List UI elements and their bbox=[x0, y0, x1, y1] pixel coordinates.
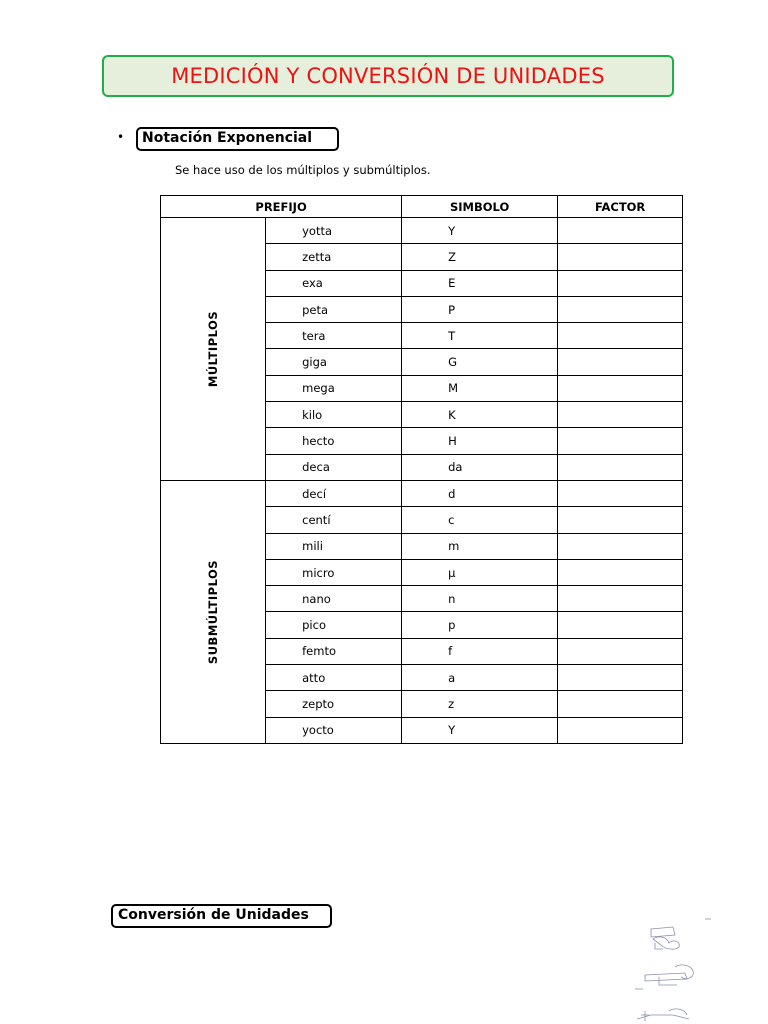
header-simbolo: SIMBOLO bbox=[402, 196, 558, 218]
prefix-name-cell: deca bbox=[266, 454, 402, 480]
prefix-name-cell: giga bbox=[266, 349, 402, 375]
prefix-factor-cell bbox=[558, 533, 683, 559]
prefix-name-cell: tera bbox=[266, 323, 402, 349]
prefix-factor-cell bbox=[558, 402, 683, 428]
table-body bbox=[161, 218, 683, 744]
prefix-name-cell: exa bbox=[266, 270, 402, 296]
prefix-factor-cell bbox=[558, 691, 683, 717]
prefix-name-cell: pico bbox=[266, 612, 402, 638]
table-header-row bbox=[161, 196, 683, 218]
prefix-factor-cell bbox=[558, 717, 683, 743]
prefix-symbol-cell: c bbox=[402, 507, 558, 533]
prefix-name-cell: mili bbox=[266, 533, 402, 559]
prefix-symbol-cell: m bbox=[402, 533, 558, 559]
prefix-factor-cell bbox=[558, 586, 683, 612]
prefix-symbol-cell: T bbox=[402, 323, 558, 349]
prefix-symbol-cell: p bbox=[402, 612, 558, 638]
prefix-name-cell: yotta bbox=[266, 218, 402, 244]
prefix-name-cell: zetta bbox=[266, 244, 402, 270]
prefix-symbol-cell: a bbox=[402, 665, 558, 691]
title-banner bbox=[102, 55, 674, 97]
prefix-symbol-cell: G bbox=[402, 349, 558, 375]
prefix-name-cell: kilo bbox=[266, 402, 402, 428]
header-factor: FACTOR bbox=[558, 196, 683, 218]
prefix-symbol-cell: P bbox=[402, 296, 558, 322]
prefix-factor-cell bbox=[558, 349, 683, 375]
prefix-name-cell: micro bbox=[266, 559, 402, 585]
prefix-factor-cell bbox=[558, 612, 683, 638]
prefix-symbol-cell: f bbox=[402, 638, 558, 664]
prefix-factor-cell bbox=[558, 244, 683, 270]
prefix-factor-cell bbox=[558, 323, 683, 349]
intro-paragraph: Se hace uso de los múltiplos y submúltiplos. bbox=[175, 163, 431, 177]
prefix-name-cell: yocto bbox=[266, 717, 402, 743]
prefix-factor-cell bbox=[558, 665, 683, 691]
prefix-factor-cell bbox=[558, 428, 683, 454]
bullet-icon: • bbox=[117, 130, 125, 144]
prefix-name-cell: atto bbox=[266, 665, 402, 691]
prefix-factor-cell bbox=[558, 638, 683, 664]
table-row bbox=[161, 480, 683, 506]
prefix-symbol-cell: Y bbox=[402, 717, 558, 743]
prefix-factor-cell bbox=[558, 480, 683, 506]
group-multiplos-label: MÚLTIPLOS bbox=[206, 310, 221, 388]
section-heading-conversion: Conversión de Unidades bbox=[111, 904, 332, 928]
page-title: MEDICIÓN Y CONVERSIÓN DE UNIDADES bbox=[171, 64, 605, 88]
prefix-name-cell: zepto bbox=[266, 691, 402, 717]
prefix-symbol-cell: H bbox=[402, 428, 558, 454]
prefix-factor-cell bbox=[558, 218, 683, 244]
group-submultiplos-label: SUBMÚLTIPLOS bbox=[206, 559, 221, 665]
group-submultiplos-cell bbox=[161, 480, 266, 743]
prefix-name-cell: peta bbox=[266, 296, 402, 322]
prefix-symbol-cell: E bbox=[402, 270, 558, 296]
prefix-factor-cell bbox=[558, 559, 683, 585]
prefix-symbol-cell: M bbox=[402, 375, 558, 401]
prefix-factor-cell bbox=[558, 270, 683, 296]
prefix-symbol-cell: Z bbox=[402, 244, 558, 270]
prefix-symbol-cell: n bbox=[402, 586, 558, 612]
prefix-name-cell: hecto bbox=[266, 428, 402, 454]
section-heading-notacion: Notación Exponencial bbox=[136, 127, 339, 151]
prefix-symbol-cell: d bbox=[402, 480, 558, 506]
prefix-symbol-cell: da bbox=[402, 454, 558, 480]
prefix-factor-cell bbox=[558, 375, 683, 401]
prefix-factor-cell bbox=[558, 454, 683, 480]
prefix-name-cell: femto bbox=[266, 638, 402, 664]
prefix-name-cell: mega bbox=[266, 375, 402, 401]
prefix-symbol-cell: z bbox=[402, 691, 558, 717]
prefix-symbol-cell: K bbox=[402, 402, 558, 428]
prefix-name-cell: nano bbox=[266, 586, 402, 612]
prefix-factor-cell bbox=[558, 296, 683, 322]
group-multiplos-cell bbox=[161, 218, 266, 481]
prefix-factor-cell bbox=[558, 507, 683, 533]
prefix-table bbox=[160, 195, 683, 744]
hand-drawn-figure-icon bbox=[615, 915, 725, 1024]
table-row bbox=[161, 218, 683, 244]
prefix-name-cell: decí bbox=[266, 480, 402, 506]
prefix-name-cell: centí bbox=[266, 507, 402, 533]
header-prefijo: PREFIJO bbox=[161, 196, 402, 218]
prefix-symbol-cell: Y bbox=[402, 218, 558, 244]
prefix-symbol-cell: µ bbox=[402, 559, 558, 585]
